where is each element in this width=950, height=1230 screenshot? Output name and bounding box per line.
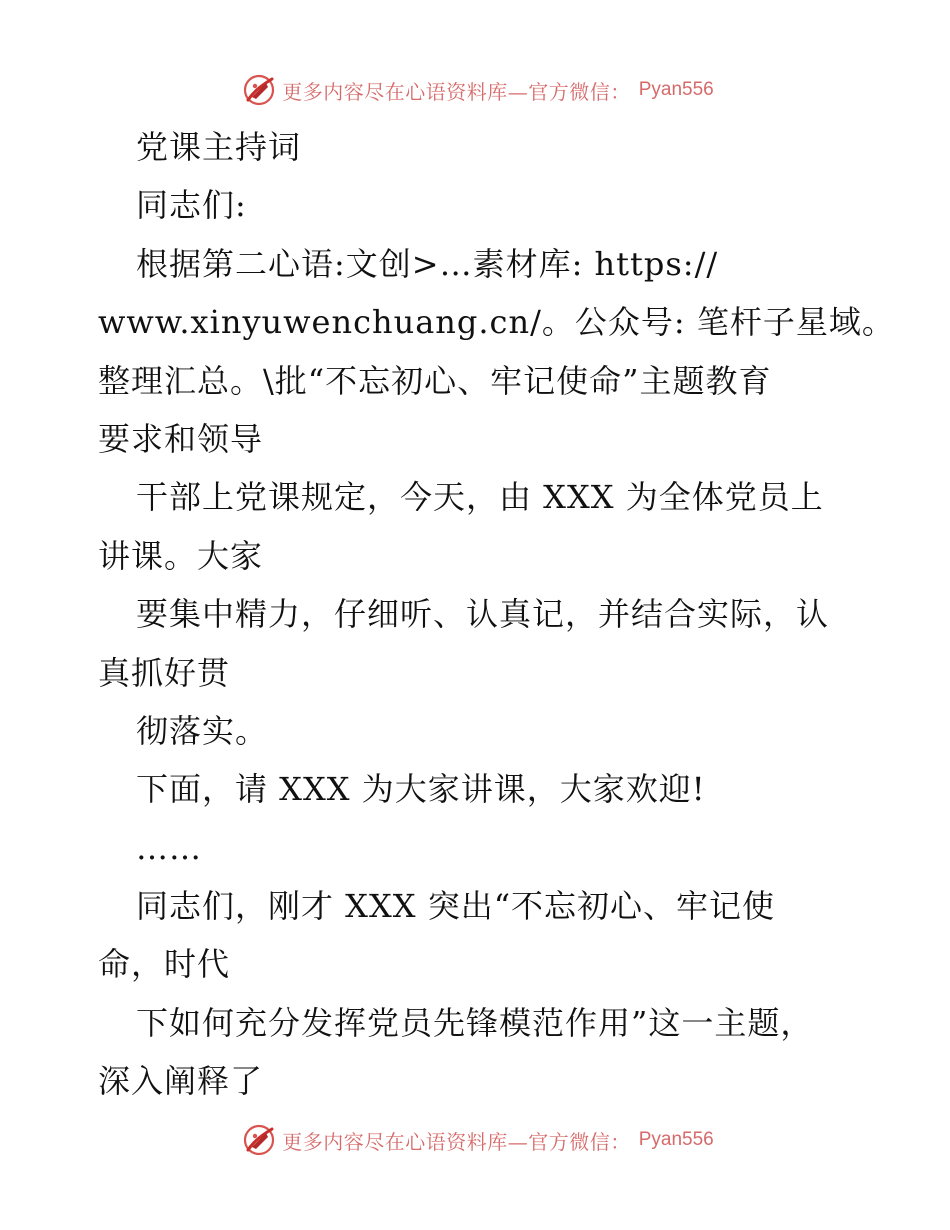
doc-line: 要集中精力，仔细听、认真记，并结合实际，认 bbox=[136, 595, 830, 634]
doc-line: 命，时代 bbox=[98, 945, 231, 984]
xinyu-logo-icon bbox=[242, 73, 276, 107]
xinyu-logo-icon bbox=[242, 1123, 276, 1157]
watermark-wechat-id: Pyan556 bbox=[638, 79, 714, 100]
doc-line: 深入阐释了 bbox=[98, 1062, 264, 1101]
doc-line: 整理汇总。\批“不忘初心、牢记使命”主题教育 bbox=[98, 361, 772, 400]
doc-line: …… bbox=[136, 828, 202, 867]
doc-line: 真抓好贯 bbox=[98, 653, 231, 692]
header-watermark-banner bbox=[0, 70, 950, 110]
doc-line: 彻落实。 bbox=[136, 711, 269, 750]
doc-line: 下如何充分发挥党员先锋模范作用”这一主题， bbox=[136, 1003, 814, 1042]
doc-line: www.xinyuwenchuang.cn/。公众号: 笔杆子星域。 bbox=[98, 303, 895, 342]
watermark-wechat-id: Pyan556 bbox=[638, 1129, 714, 1150]
watermark-text: 更多内容尽在心语资料库—官方微信： bbox=[282, 79, 631, 104]
doc-line: 要求和领导 bbox=[98, 419, 264, 458]
document-body bbox=[98, 118, 895, 1111]
doc-title: 党课主持词 bbox=[136, 128, 302, 166]
watermark-text: 更多内容尽在心语资料库—官方微信： bbox=[282, 1129, 631, 1154]
doc-line: 同志们，刚才 XXX 突出“不忘初心、牢记使 bbox=[136, 887, 776, 926]
footer-watermark-banner bbox=[0, 1120, 950, 1160]
doc-line: 根据第二心语:文创>…素材库: https:// bbox=[136, 244, 719, 283]
doc-line: 同志们: bbox=[136, 186, 247, 225]
doc-line: 下面，请 XXX 为大家讲课，大家欢迎! bbox=[136, 770, 706, 809]
doc-line: 讲课。大家 bbox=[98, 536, 264, 575]
doc-line: 干部上党课规定，今天，由 XXX 为全体党员上 bbox=[136, 478, 824, 517]
